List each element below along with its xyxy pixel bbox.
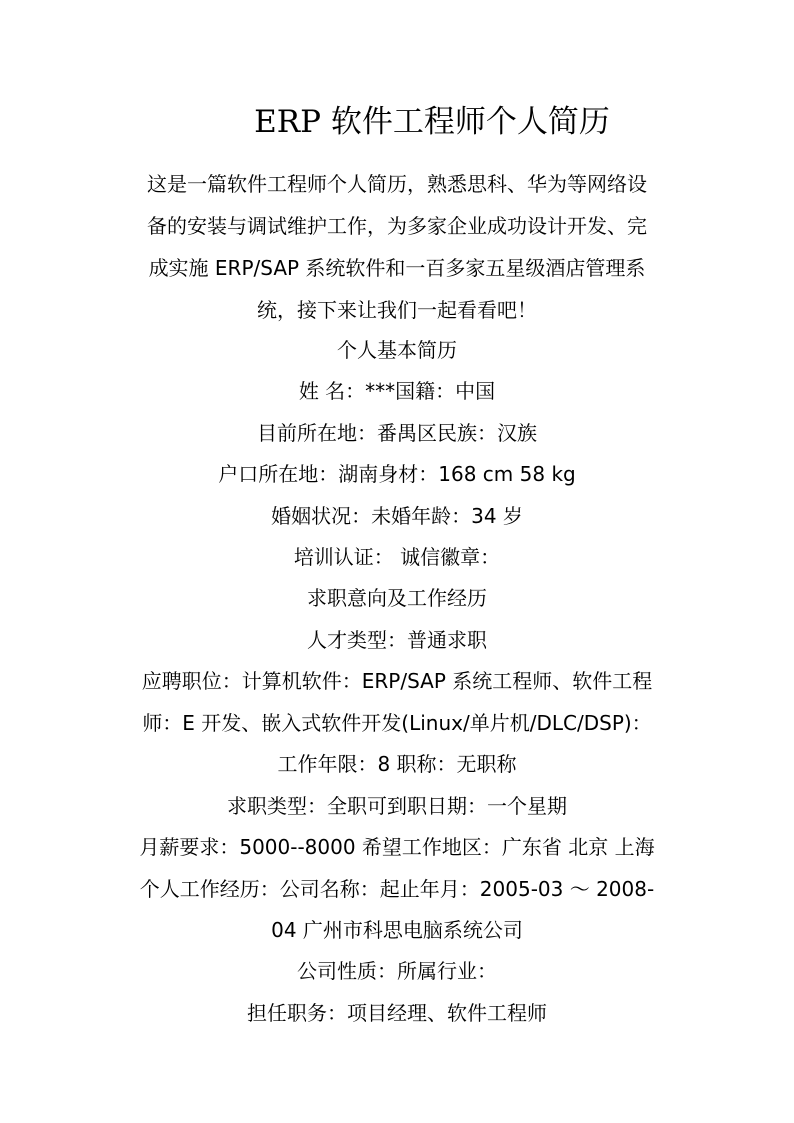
training-badge-line: 培训认证： 诚信徽章： [293,545,501,569]
talent-type-line: 人才类型：普通求职 [307,628,487,652]
name-nationality-line: 姓 名：***国籍：中国 [298,379,496,403]
job-type-start-date-line: 求职类型：全职可到职日期：一个星期 [227,794,567,818]
intro-line-4: 统，接下来让我们一起看看吧！ [257,298,537,322]
position-held-line: 担任职务：项目经理、软件工程师 [247,1001,547,1025]
marital-age-line: 婚姻状况：未婚年龄：34 岁 [271,504,523,528]
position-line-2: 师：E 开发、嵌入式软件开发(Linux/单片机/DLC/DSP)： [142,711,652,735]
job-intent-heading: 求职意向及工作经历 [307,586,487,610]
document-title: ERP 软件工程师个人简历 [254,104,610,140]
work-experience-line-1: 个人工作经历：公司名称：起止年月：2005-03 ～ 2008- [139,877,655,901]
work-experience-line-2: 04 广州市科思电脑系统公司 [271,918,523,942]
position-line-1: 应聘职位：计算机软件：ERP/SAP 系统工程师、软件工程 [141,669,653,693]
intro-line-2: 备的安装与调试维护工作，为多家企业成功设计开发、完 [147,214,647,238]
intro-line-1: 这是一篇软件工程师个人简历，熟悉思科、华为等网络设 [147,172,647,196]
salary-region-line: 月薪要求：5000--8000 希望工作地区：广东省 北京 上海 [139,835,655,859]
location-ethnicity-line: 目前所在地：番禺区民族：汉族 [257,421,537,445]
basic-info-heading: 个人基本简历 [337,338,457,362]
intro-line-3: 成实施 ERP/SAP 系统软件和一百多家五星级酒店管理系 [148,256,646,280]
company-type-industry-line: 公司性质：所属行业： [297,959,497,983]
work-years-title-line: 工作年限：8 职称：无职称 [277,752,517,776]
hukou-body-line: 户口所在地：湖南身材：168 cm 58 kg [218,462,576,486]
